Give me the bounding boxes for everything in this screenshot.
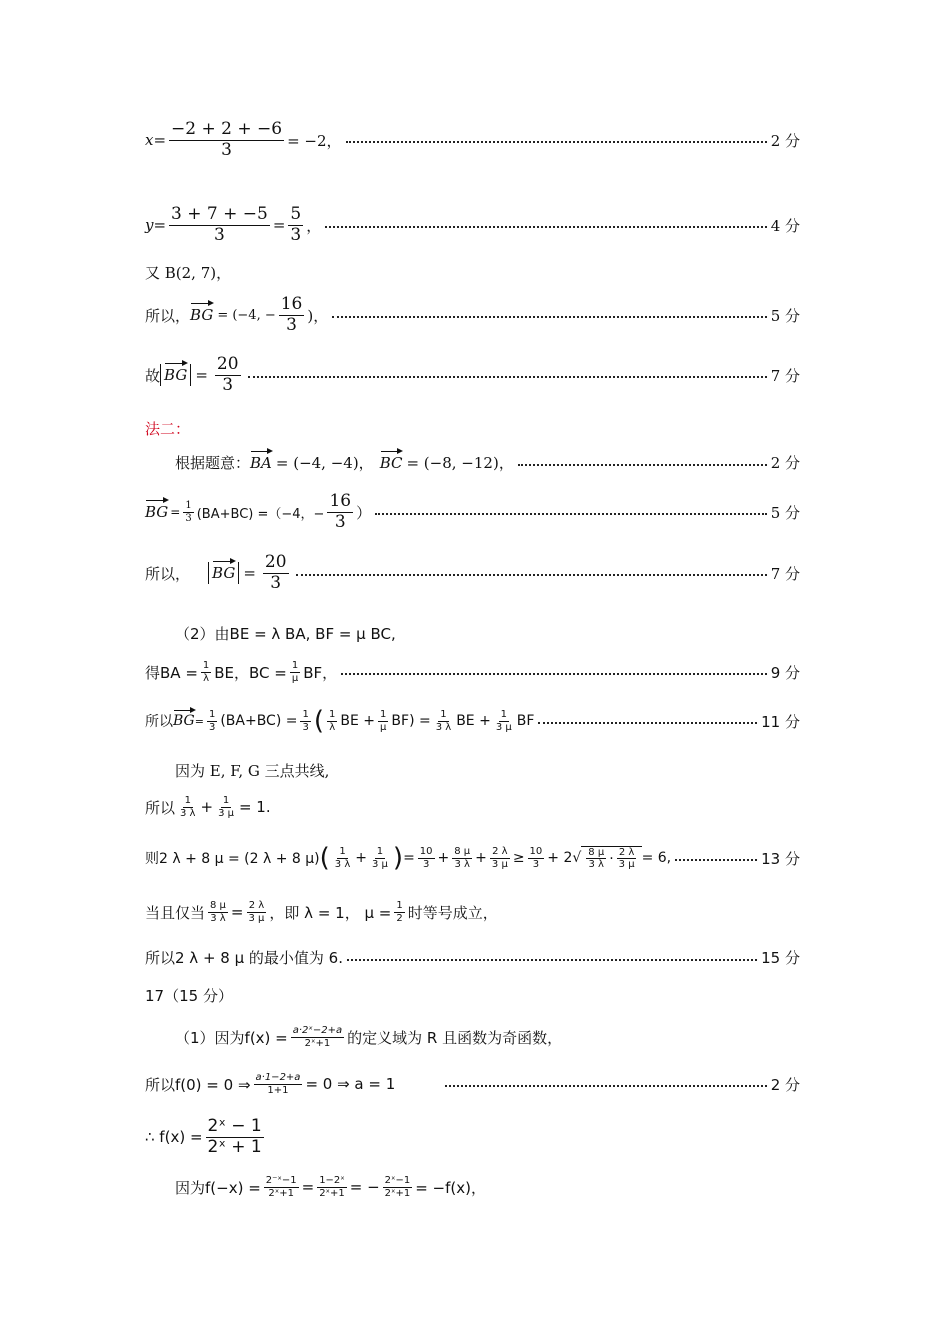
text-line: 因为 E, F, G 三点共线, [175, 762, 330, 780]
dot-leader [445, 1085, 766, 1087]
score-label: 5 分 [770, 503, 800, 522]
fraction: $\frac{1}{\mu}$ [380, 709, 387, 733]
vector-bc: BC [379, 453, 403, 472]
collinear-condition: 所以 $\frac{1}{3 \lambda}$ + $\frac{1}{3 \mu}$ = 1. [145, 795, 271, 819]
equality-condition: 当且仅当 $\frac{8 \mu}{3 \lambda}$ = $\frac{2 \lambda}{3 \mu}$ ，即 λ = 1， μ = $\frac{1}{2}$ 时等号成立， [145, 900, 498, 924]
solution-line-ba-be: 得BA = $\frac{1}{\lambda}$ BE，BC = $\frac{1}{\mu}$ BF， 9 分 [145, 660, 800, 684]
solution-line-bg-abs: 故 BG = $\frac{20}{3}$ 7 分 [145, 354, 800, 395]
absolute-value: BG [160, 364, 191, 386]
dot-leader [296, 574, 767, 576]
fraction: $\frac{-2 + 2 + -6}{3}$ [171, 119, 283, 160]
fraction: $\frac{\text{a·2ˣ−2+a}}{\text{2ˣ+1}}$ [292, 1025, 343, 1049]
fraction: $\frac{8 \mu}{3 \lambda}$ [210, 900, 226, 924]
fraction: $\frac{1}{3 \mu}$ [372, 846, 388, 870]
dot-leader [248, 376, 767, 378]
fraction: $\frac{\text{2⁻ˣ−1}}{\text{2ˣ+1}}$ [265, 1175, 297, 1199]
fraction: $\frac{1}{3}$ [302, 709, 309, 733]
fraction: $\frac{2 \lambda}{3 \mu}$ [248, 900, 265, 924]
vector-bg: BG [173, 713, 195, 729]
score-label: 13 分 [761, 849, 800, 868]
score-label: 7 分 [770, 564, 800, 583]
solution-line-y: y= $\frac{3 + 7 + -5}{3}$ = $\frac{5}{3}$ ， 4 分 [145, 204, 800, 245]
score-label: 2 分 [770, 454, 800, 472]
fraction: $\frac{1}{3}$ [185, 500, 192, 524]
fraction: $\frac{\text{2ˣ−1}}{\text{2ˣ+1}}$ [384, 1175, 411, 1199]
fraction: $\frac{3 + 7 + -5}{3}$ [171, 204, 268, 245]
score-label: 2 分 [770, 131, 800, 150]
fraction: $\frac{1}{2}$ [396, 900, 403, 924]
dot-leader [518, 464, 767, 466]
dot-leader [325, 226, 766, 228]
fraction: $\frac{16}{3}$ [329, 491, 352, 532]
score-label: 2 分 [770, 1075, 800, 1094]
dot-leader [346, 141, 767, 143]
solution-line-bg: 所以， BG = (−4, − $\frac{16}{3}$ )， 5 分 [145, 294, 800, 335]
f-of-x-definition: ∴ f(x) = $\frac{\text{2ˣ − 1}}{\text{2ˣ + 1}}$ [145, 1116, 262, 1157]
score-label: 7 分 [770, 366, 800, 385]
absolute-value: BG [208, 562, 239, 584]
score-label: 4 分 [770, 216, 800, 235]
dot-leader [332, 316, 766, 318]
fraction: $\frac{20}{3}$ [216, 354, 239, 395]
dot-leader [375, 513, 767, 515]
fraction: $\frac{16}{3}$ [280, 294, 303, 335]
text-line: 又 B(2, 7)， [145, 264, 232, 282]
fraction: $\frac{\text{2ˣ − 1}}{\text{2ˣ + 1}}$ [207, 1116, 262, 1157]
fraction: $\frac{1}{3 \mu}$ [218, 795, 234, 819]
solution-line-ba-bc: 根据题意： BA = (−4, −4)， BC = (−8, −12)， 2 分 [175, 453, 800, 472]
score-label: 15 分 [761, 949, 800, 967]
score-label: 9 分 [770, 663, 800, 682]
fraction: $\frac{\text{1−2ˣ}}{\text{2ˣ+1}}$ [319, 1175, 345, 1199]
fraction: $\frac{10}{3}$ [419, 846, 433, 870]
dot-leader [538, 722, 757, 724]
vector-bg: BG [145, 503, 169, 522]
fraction: $\frac{20}{3}$ [264, 552, 287, 593]
fraction: $\frac{1}{\mu}$ [291, 660, 299, 684]
fraction: $\frac{1}{\lambda}$ [202, 660, 210, 684]
dot-leader [341, 673, 767, 675]
x-label: x= [145, 131, 167, 150]
fraction: $\frac{8 \mu}{3 \lambda}$ [454, 846, 471, 870]
score-label: 11 分 [761, 712, 800, 731]
fraction: $\frac{1}{3 \lambda}$ [180, 795, 196, 819]
fraction: $\frac{1}{3}$ [208, 709, 216, 733]
part-one-statement: （1）因为f(x) = $\frac{\text{a·2ˣ−2+a}}{\text{2ˣ+1}}$ 的定义域为 R 且函数为奇函数， [175, 1025, 563, 1049]
vector-ba: BA [250, 453, 272, 472]
fraction: $\frac{a\cdot 1-2+a}{1+1}$ [255, 1072, 301, 1096]
fraction: $\frac{1}{\lambda}$ [329, 709, 336, 733]
solution-line-bg-abs-2: 所以， BG = $\frac{20}{3}$ 7 分 [145, 552, 800, 593]
dot-leader [347, 959, 757, 961]
part-two-statement: （2）由BE = λ BA, BF = μ BC, [175, 625, 396, 643]
score-label: 5 分 [770, 306, 800, 325]
fraction: $\frac{1}{3 \lambda}$ [334, 846, 351, 870]
solution-line-bg-combination: 所以 BG = $\frac{1}{3}$ (BA+BC) = $\frac{1}{3}$ ( $\frac{1}{\lambda}$ BE + $\frac{1}{\mu}$ BF) = $\frac{1}{3 \lambda}$ BE + $\frac{1}{3 \mu}$ BF 11 分 [145, 706, 800, 736]
square-root: √ $\frac{8 \mu}{3 \lambda}$ · $\frac{2 \lambda}{3 \mu}$ [572, 846, 641, 871]
inequality-line: 则2 λ + 8 μ = (2 λ + 8 μ) ( $\frac{1}{3 \lambda}$ + $\frac{1}{3 \mu}$ ) = $\frac{10}{3}$ + $\frac{8 \mu}{3 \lambda}$ + $\frac{2 \lambda}{3 \mu}$ ≥ $\frac{10}{3}$ + 2 √ $\frac{8 \mu}{3 \lambda}$ · $\frac{2 \lambda}{3 \mu}$ = 6, 13 分 [145, 843, 800, 873]
vector-bg: BG [190, 306, 214, 325]
fraction: $\frac{1}{3 \mu}$ [495, 709, 512, 733]
minimum-value-line: 所以2 λ + 8 μ 的最小值为 6. 15 分 [145, 949, 800, 967]
fraction: $\frac{1}{3 \lambda}$ [435, 709, 452, 733]
solution-line-x: x= $\frac{-2 + 2 + -6}{3}$ = −2， 2 分 [145, 119, 800, 160]
fraction: $\frac{10}{3}$ [529, 846, 543, 870]
question-17-heading: 17（15 分） [145, 987, 233, 1005]
odd-function-check: 因为f(−x) = $\frac{\text{2⁻ˣ−1}}{\text{2ˣ+1}}$ = $\frac{\text{1−2ˣ}}{\text{2ˣ+1}}$ = − $\frac{\text{2ˣ−1}}{\text{2ˣ+1}}$ = −f(x)， [175, 1175, 486, 1199]
fraction: $\frac{5}{3}$ [290, 204, 302, 245]
dot-leader [675, 859, 757, 861]
f-zero-line: 所以f(0) = 0 ⇒ $\frac{a\cdot 1-2+a}{1+1}$ = 0 ⇒ a = 1 2 分 [145, 1072, 800, 1096]
solution-line-bg-method2: BG = $\frac{1}{3}$ (BA+BC) =（−4，− $\frac{16}{3}$ ） 5 分 [145, 491, 800, 532]
fraction: $\frac{2 \lambda}{3 \mu}$ [491, 846, 508, 870]
method-two-heading: 法二： [145, 420, 191, 438]
